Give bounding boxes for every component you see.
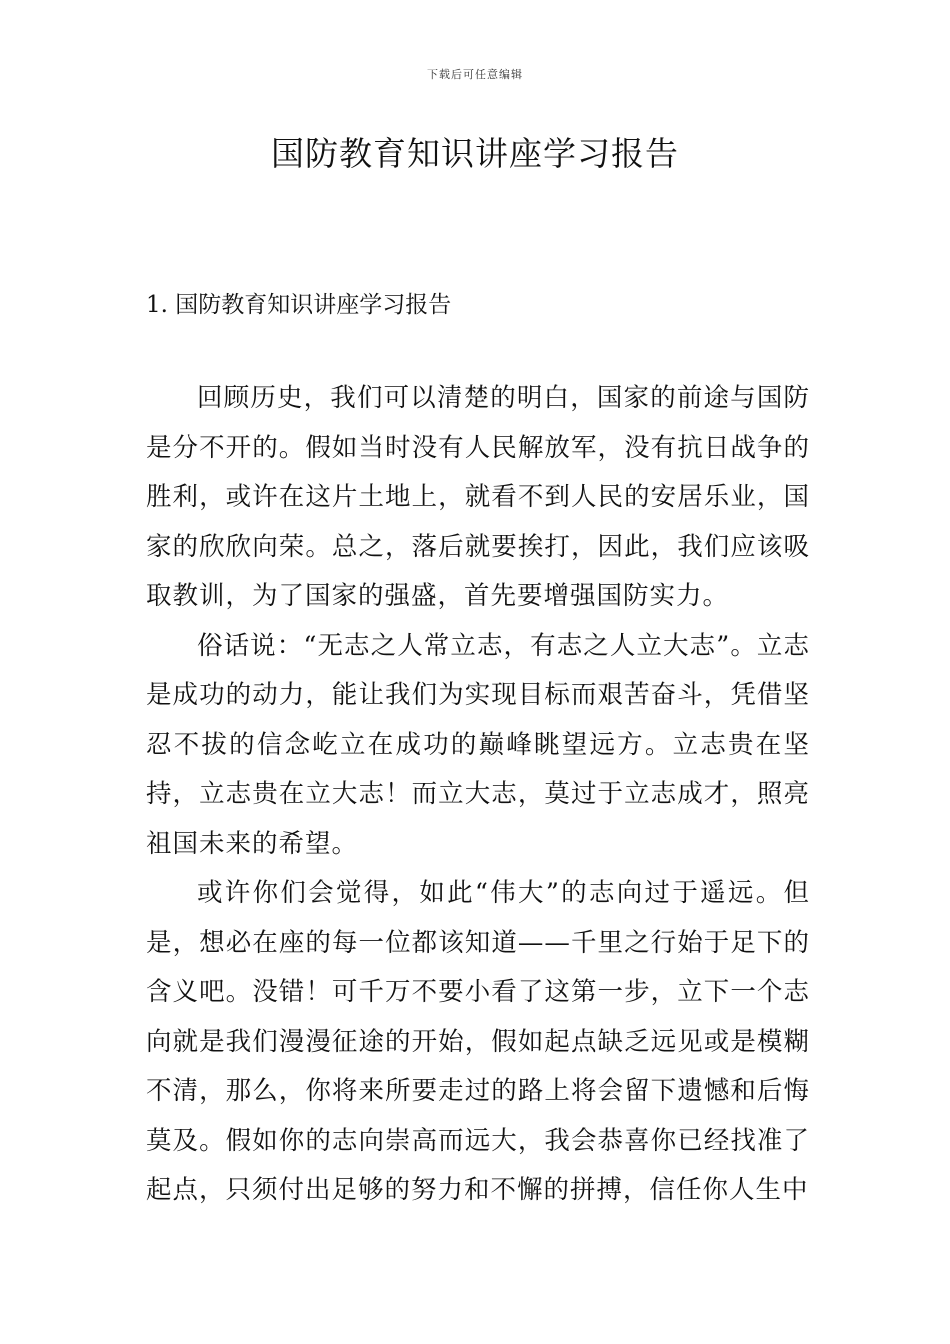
document-title: 国防教育知识讲座学习报告 <box>271 134 679 173</box>
body-text <box>146 374 810 1216</box>
paragraph-2: 俗话说：“无志之人常立志，有志之人立大志”。立志是成功的动力，能让我们为实现目标而艰苦奋斗，凭借坚忍不拔的信念屹立在成功的巅峰眺望远方。立志贵在坚持，立志贵在立大志！而立大志，莫过于立志成才，照亮祖国未来的希望。 <box>146 630 810 859</box>
paragraph-1: 回顾历史，我们可以清楚的明白，国家的前途与国防是分不开的。假如当时没有人民解放军，没有抗日战争的胜利，或许在这片土地上，就看不到人民的安居乐业，国家的欣欣向荣。总之，落后就要挨打，因此，我们应该吸取教训，为了国家的强盛，首先要增强国防实力。 <box>146 383 810 611</box>
paragraph-3: 或许你们会觉得，如此“伟大”的志向过于遥远。但是，想必在座的每一位都该知道——千里之行始于足下的含义吧。没错！可千万不要小看了这第一步，立下一个志向就是我们漫漫征途的开始，假如起点缺乏远见或是模糊不清，那么，你将来所要走过的路上将会留下遗憾和后悔莫及。假如你的志向崇高而远大，我会恭喜你已经找准了起点，只须付出足够的努力和不懈的拼搏，信任你人生中 <box>146 878 810 1205</box>
header-note: 下载后可任意编辑 <box>427 68 523 81</box>
section-heading: 1. 国防教育知识讲座学习报告 <box>146 292 452 318</box>
